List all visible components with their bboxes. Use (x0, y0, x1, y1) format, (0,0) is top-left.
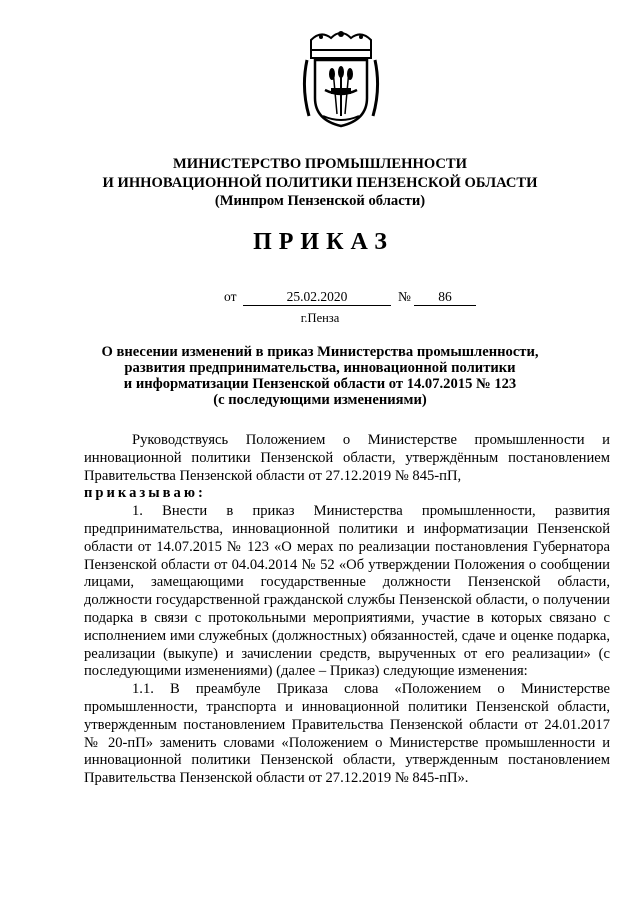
penza-coat-of-arms-icon (301, 28, 381, 128)
ministry-name-line2: И ИННОВАЦИОННОЙ ПОЛИТИКИ ПЕНЗЕНСКОЙ ОБЛАСТИ (102, 174, 538, 191)
number-label: № (398, 289, 411, 304)
subject-line2: развития предпринимательства, инновационной политики (124, 360, 516, 376)
document-subject (100, 344, 540, 408)
order-word: приказываю: (84, 485, 206, 502)
subject-line4: (с последующими изменениями) (213, 392, 427, 408)
ministry-header (100, 155, 540, 211)
subject-line1: О внесении изменений в приказ Министерства промышленности, (101, 344, 539, 360)
date-label: от (224, 289, 237, 304)
preamble-paragraph: Руководствуясь Положением о Министерстве промышленности и инновационной политики Пензенской области, утверждённым постановлением Правительства Пензенской области от 27.12.2019 № 845-пП, (84, 432, 610, 484)
subject-line3: и информатизации Пензенской области от 14.07.2015 № 123 (123, 376, 517, 392)
date-value: 25.02.2020 (243, 289, 391, 306)
document-type-title: ПРИКАЗ (253, 229, 394, 255)
ministry-short-name: (Минпром Пензенской области) (214, 193, 426, 209)
document-meta-row (0, 289, 640, 309)
ministry-name-line1: МИНИСТЕРСТВО ПРОМЫШЛЕННОСТИ (172, 156, 468, 172)
city-name: г.Пенза (300, 311, 340, 325)
document-body (84, 432, 610, 788)
item-1-paragraph: 1. Внести в приказ Министерства промышленности, развития предпринимательства, инновационной политики и информатизации Пензенской области от 14.07.2015 № 123 «О мерах по реализации постановления Губернатора Пензенской области от 04.04.2014 № 52 «Об утверждении Положения о сообщении лицами, замещающими государственные должности Пензенской области, должности государственной гражданской службы Пензенской области, о получении подарка в связи с протокольными мероприятиями, участие в которых связано с исполнением ими служебных (должностных) обязанностей, сдаче и оценке подарка, реализации (выкупе) и зачислении средств, вырученных от его реализации» (с последующими изменениями) (далее – Приказ) следующие изменения: (84, 503, 610, 680)
number-value: 86 (414, 289, 476, 306)
item-1-1-paragraph: 1.1. В преамбуле Приказа слова «Положением о Министерстве промышленности, транспорта и инновационной политики Пензенской области, утвержденным постановлением Правительства Пензенской области от 24.01.2017 № 20-пП» заменить словами «Положением о Министерстве промышленности и инновационной политики Пензенской области, утвержденным постановлением Правительства Пензенской области от 27.12.2019 № 845-пП». (84, 681, 610, 787)
